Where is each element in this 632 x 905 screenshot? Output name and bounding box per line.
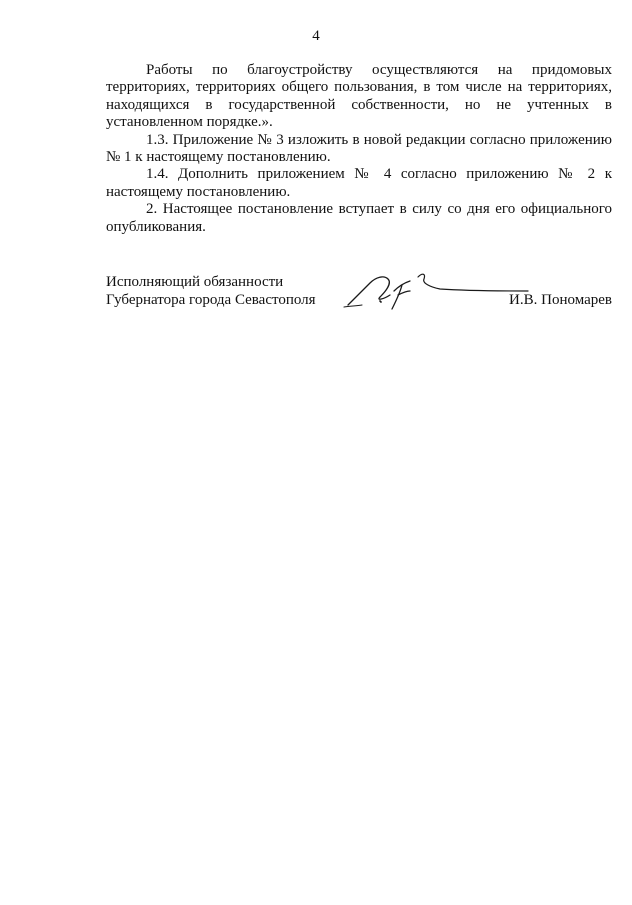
document-body — [106, 62, 612, 236]
handwritten-signature — [340, 269, 530, 315]
signer-title-line-2: Губернатора города Севастополя — [106, 292, 316, 308]
signer-title-line-1: Исполняющий обязанности — [106, 274, 284, 290]
paragraph-item-2: 2. Настоящее постановление вступает в силу со дня его официального опубликования. — [106, 201, 612, 235]
signer-name: И.В. Пономарев — [509, 292, 612, 308]
page-number: 4 — [312, 28, 320, 44]
paragraph-landscaping-works: Работы по благоустройству осуществляются на придомовых территориях, территориях общего пользования, в том числе на территориях, находящихся в государственной собственности, но не учтенных в установленном порядке.». — [106, 62, 612, 131]
paragraph-item-1-4: 1.4. Дополнить приложением № 4 согласно приложению № 2 к настоящему постановлению. — [106, 166, 612, 200]
paragraph-item-1-3: 1.3. Приложение № 3 изложить в новой редакции согласно приложению № 1 к настоящему постановлению. — [106, 131, 612, 166]
signature-block — [106, 273, 612, 309]
